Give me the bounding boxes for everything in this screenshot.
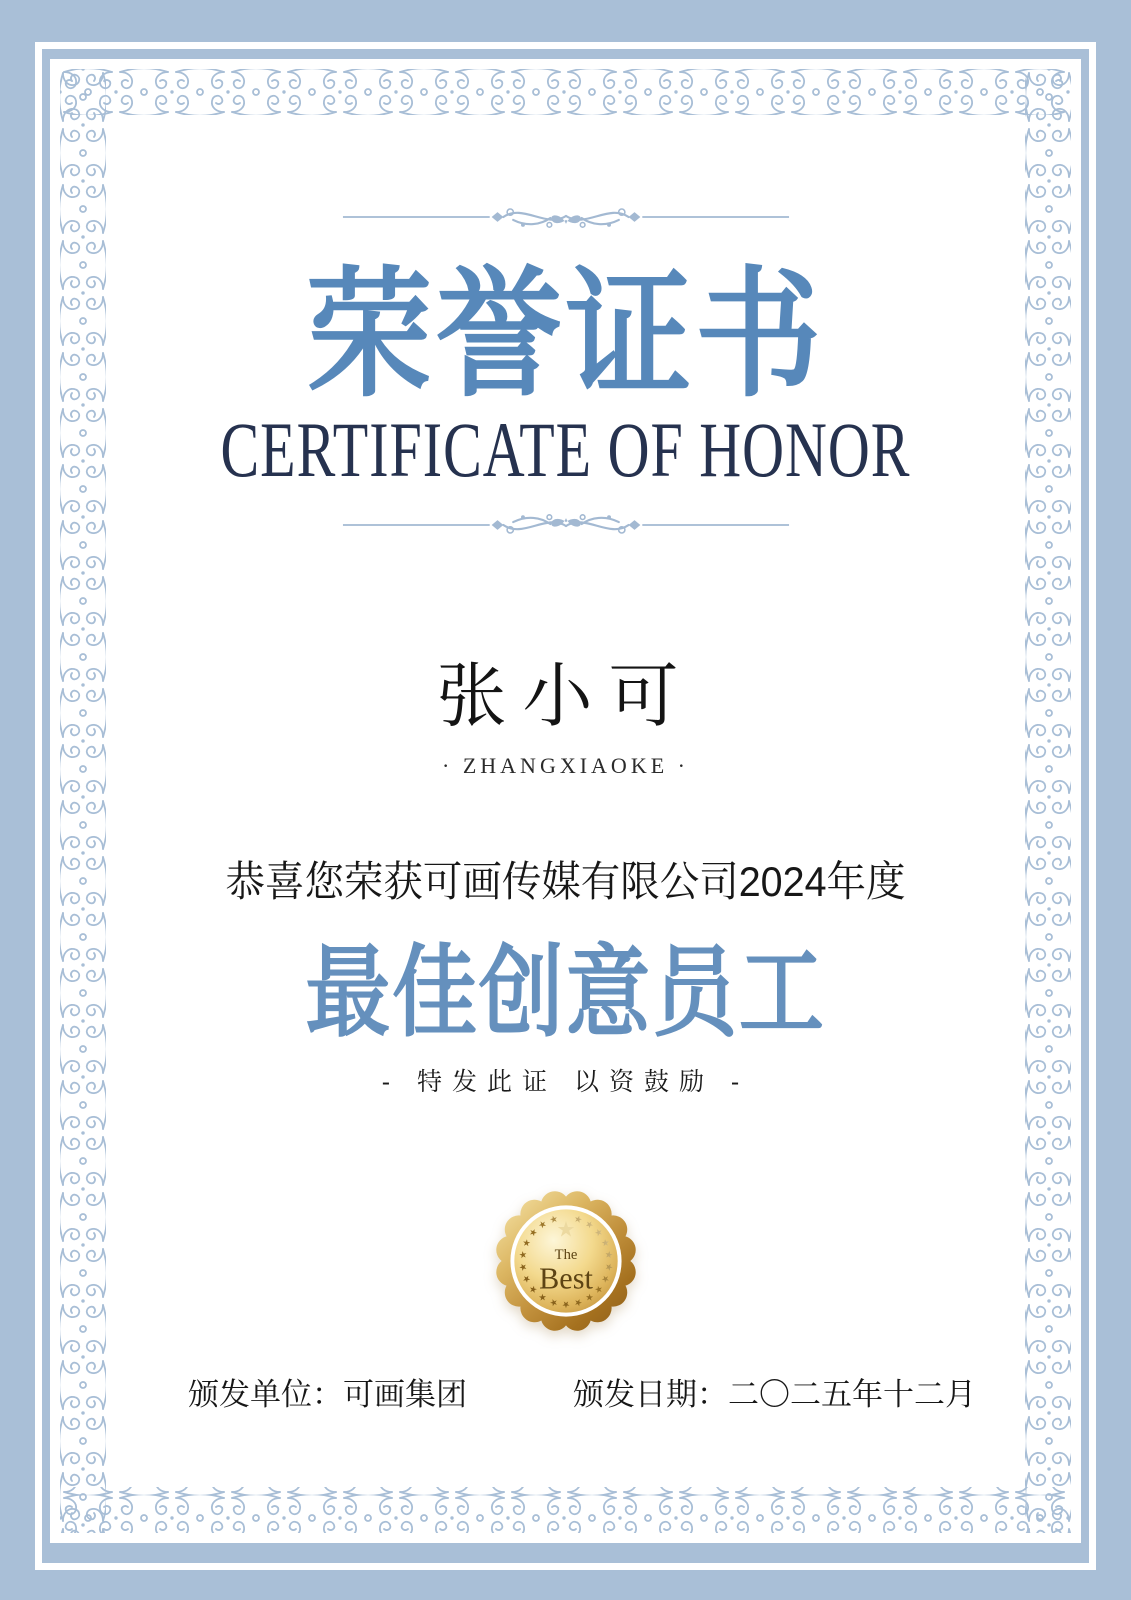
certificate-title-en: CERTIFICATE OF HONOR: [220, 405, 911, 494]
badge-text-the: The: [554, 1247, 577, 1264]
star-icon: ★: [547, 1295, 559, 1309]
star-icon: ★: [591, 1226, 605, 1240]
star-icon: ★: [597, 1272, 612, 1285]
star-icon: ★: [519, 1237, 534, 1250]
star-icon: ★: [526, 1282, 540, 1296]
star-icon: ★: [535, 1290, 549, 1304]
badge-text-best: Best: [538, 1261, 593, 1296]
issuer-value: 可画集团: [343, 1377, 467, 1412]
star-icon: ★: [572, 1213, 584, 1227]
award-motto: - 特发此证 以资鼓励 -: [381, 1068, 750, 1096]
star-icon: ★: [535, 1218, 549, 1232]
award-description: 恭喜您荣获可画传媒有限公司2024年度: [225, 858, 906, 905]
certificate-title-cn: 荣誉证书: [306, 259, 825, 414]
star-icon: ★: [547, 1213, 559, 1227]
star-icon: ★: [517, 1250, 530, 1260]
award-title: 最佳创意员工: [305, 938, 826, 1049]
star-icon: ★: [601, 1250, 614, 1260]
recipient-name-latin: · ZHANGXIAOKE ·: [442, 753, 689, 778]
date-value: 二〇二五年十二月: [728, 1377, 976, 1412]
award-badge-icon: [488, 1183, 644, 1339]
flourish-divider-top: [341, 199, 791, 235]
star-icon: ★: [572, 1295, 584, 1309]
star-icon: ★: [597, 1237, 612, 1250]
star-icon: ★: [582, 1218, 596, 1232]
star-icon: ★: [591, 1282, 605, 1296]
certificate-sheet: [50, 59, 1081, 1543]
flourish-divider-bottom: [341, 507, 791, 543]
star-icon: ★: [526, 1226, 540, 1240]
date-label: 颁发日期：: [573, 1377, 728, 1412]
star-icon: ★: [601, 1262, 614, 1272]
issuer-label: 颁发单位：: [188, 1377, 343, 1412]
date-line: [573, 1376, 976, 1413]
star-icon: ★: [561, 1298, 570, 1310]
issuer-line: [188, 1376, 467, 1413]
star-icon: ★: [519, 1272, 534, 1285]
star-icon: ★: [582, 1290, 596, 1304]
star-icon: ★: [555, 1217, 576, 1243]
star-icon: ★: [517, 1262, 530, 1272]
recipient-name: 张小可: [436, 657, 695, 735]
